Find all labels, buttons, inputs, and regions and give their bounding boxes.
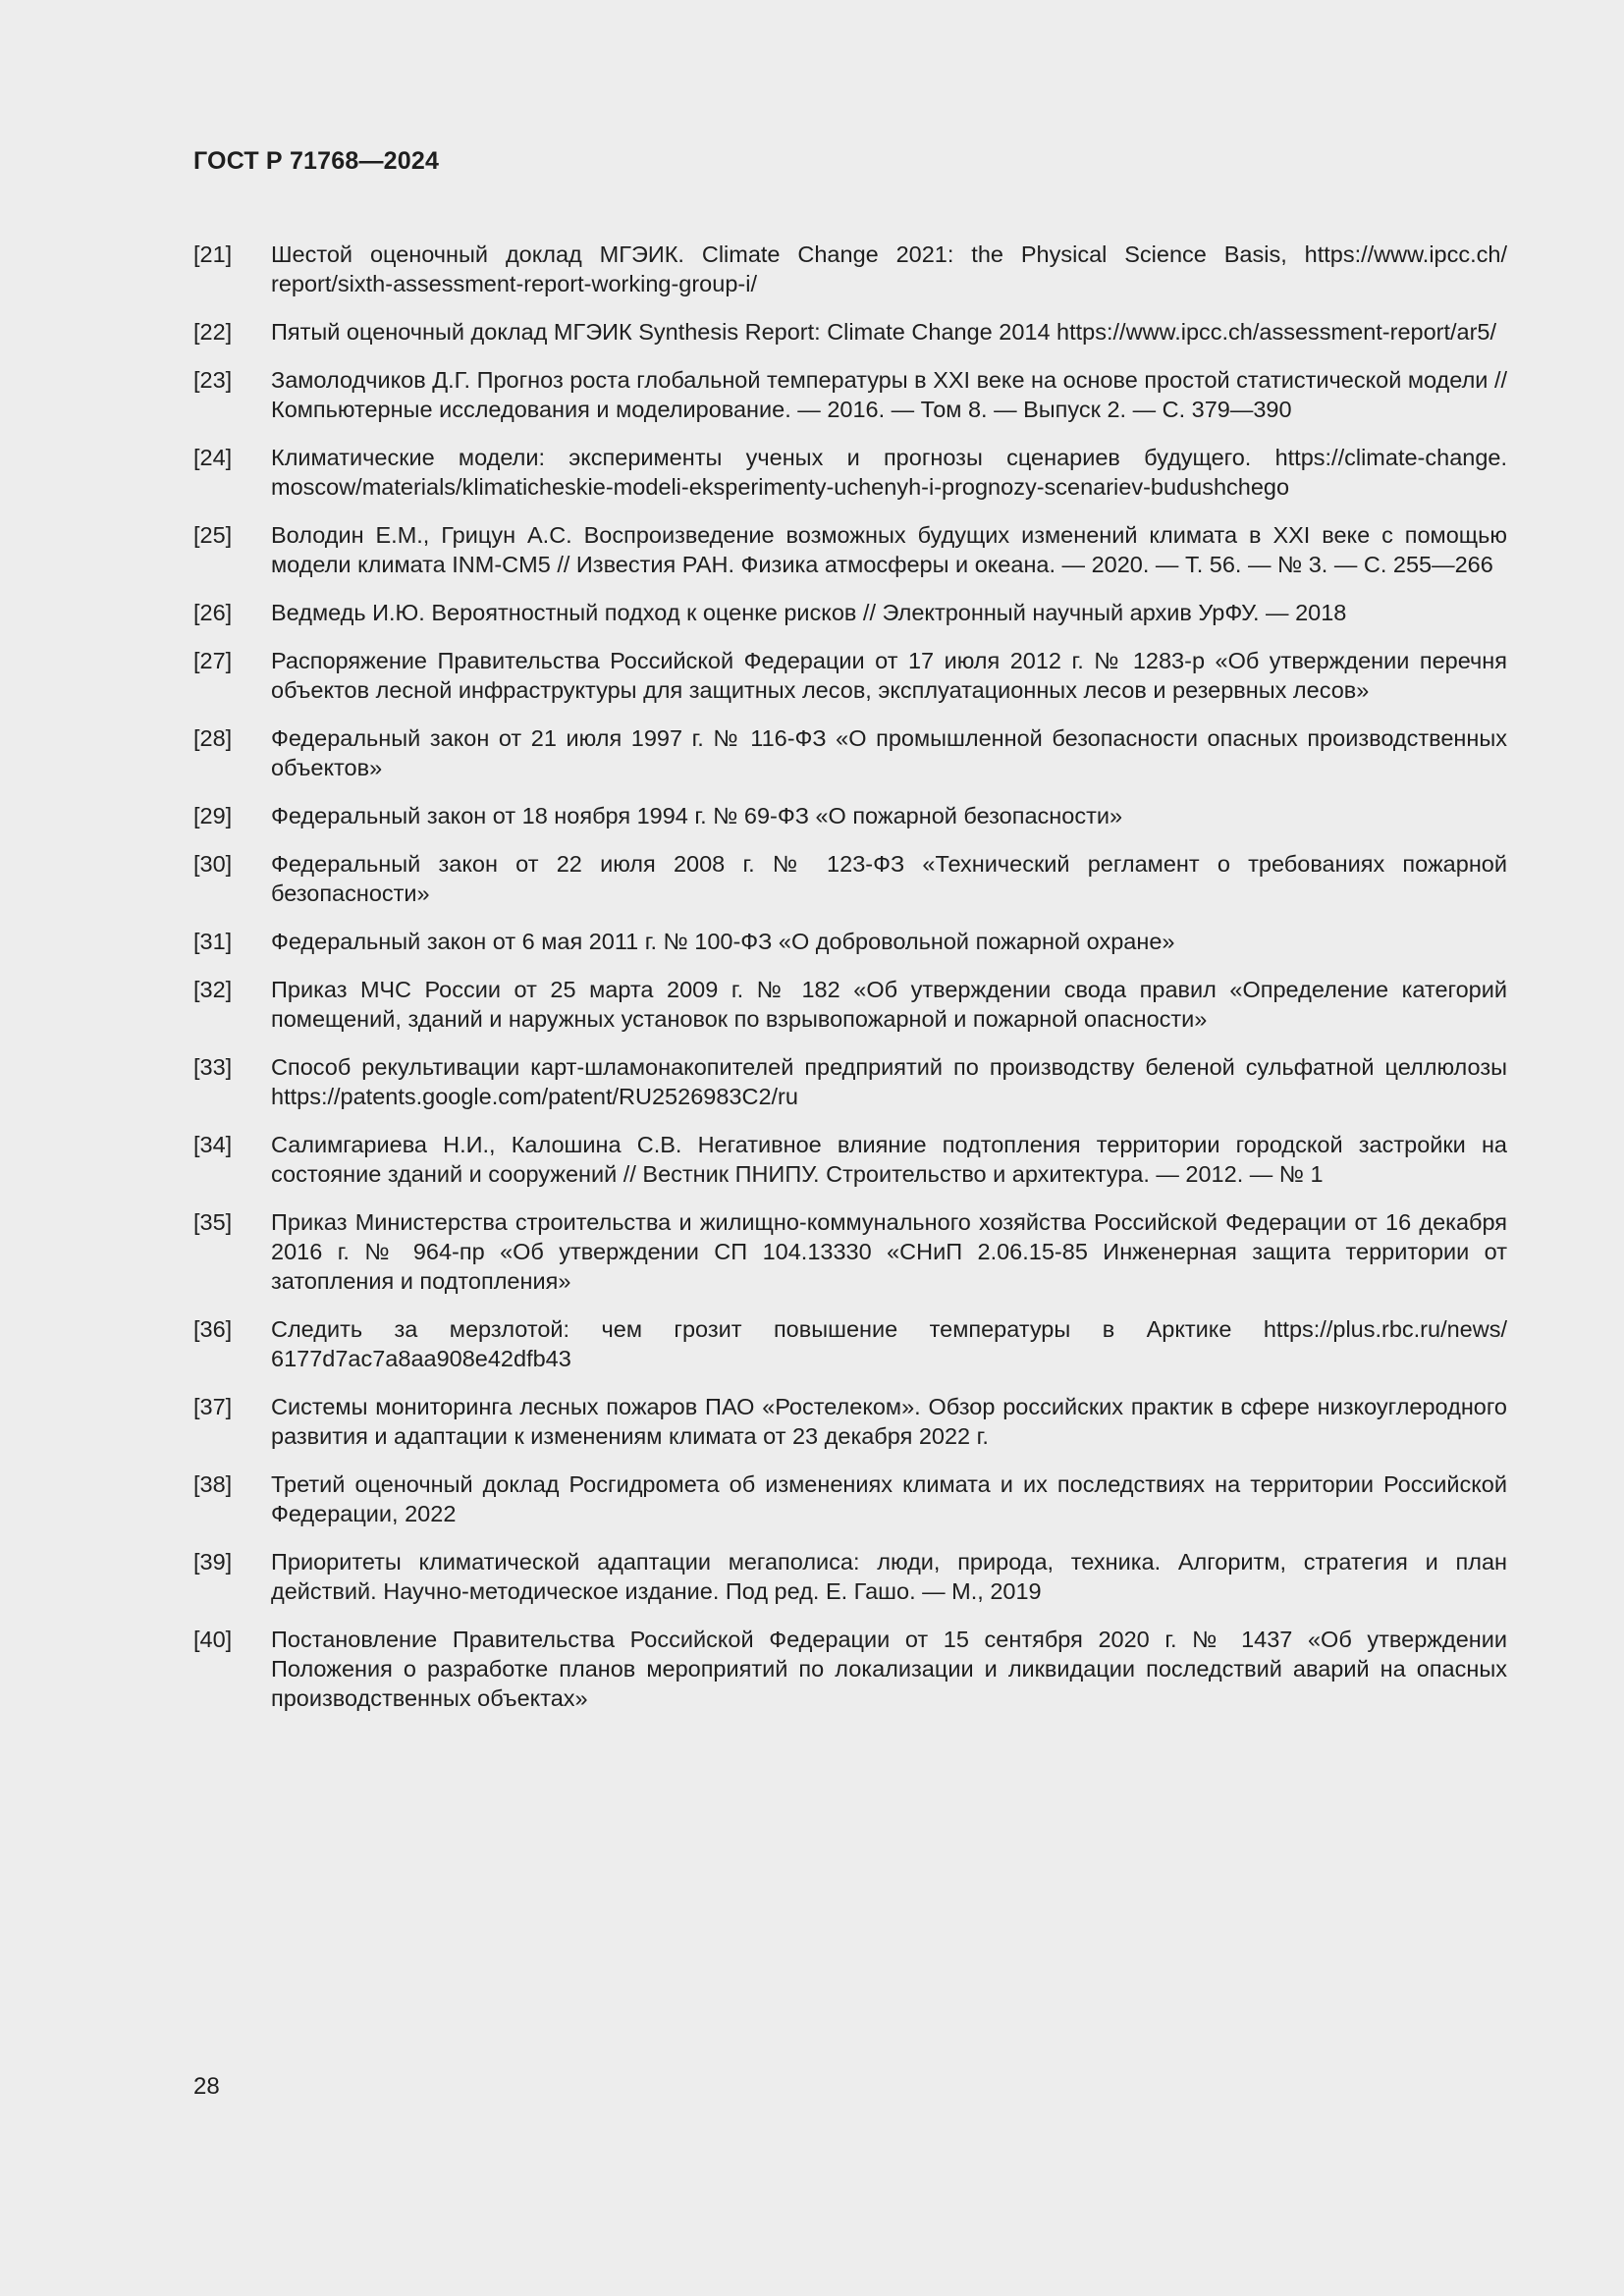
reference-text: Приказ МЧС России от 25 марта 2009 г. № 182 «Об утверждении свода правил «Определение категорий помещений, зданий и наружных установок по взрывопожарной и пожарной опасности» (271, 977, 1507, 1032)
reference-text: Ведмедь И.Ю. Вероятностный подход к оценке рисков // Электронный научный архив УрФУ. — 2018 (271, 600, 1347, 625)
reference-number: [31] (193, 929, 233, 954)
reference-item (193, 317, 1507, 347)
document-header: ГОСТ Р 71768—2024 (193, 147, 440, 175)
reference-number: [27] (193, 648, 233, 673)
reference-item (193, 1469, 1507, 1528)
reference-number: [33] (193, 1054, 233, 1080)
reference-number: [39] (193, 1549, 233, 1575)
reference-number: [38] (193, 1471, 233, 1497)
reference-item (193, 443, 1507, 502)
reference-item (193, 801, 1507, 830)
reference-number: [28] (193, 725, 233, 751)
reference-text: Климатические модели: эксперименты ученых и прогнозы сценариев будущего. https://climate-change. moscow/materials/klimaticheskie-modeli-eksperimenty-uchenyh-i-prognozy-scenariev-budushchego (271, 445, 1507, 500)
reference-item (193, 975, 1507, 1034)
reference-text: Федеральный закон от 22 июля 2008 г. № 123-ФЗ «Технический регламент о требованиях пожарной безопасности» (271, 851, 1507, 906)
reference-item (193, 520, 1507, 579)
reference-list (193, 240, 1507, 1732)
reference-number: [34] (193, 1132, 233, 1157)
reference-item (193, 646, 1507, 705)
reference-number: [40] (193, 1627, 233, 1652)
reference-item (193, 1392, 1507, 1451)
reference-item (193, 1314, 1507, 1373)
reference-number: [30] (193, 851, 233, 877)
reference-number: [23] (193, 367, 233, 393)
reference-item (193, 723, 1507, 782)
page-number: 28 (193, 2073, 220, 2100)
reference-text: Федеральный закон от 18 ноября 1994 г. № 69-ФЗ «О пожарной безопасности» (271, 803, 1123, 828)
reference-text: Володин Е.М., Грицун А.С. Воспроизведение возможных будущих изменений климата в XXI веке с помощью модели климата INM-CM5 // Известия РАН. Физика атмосферы и океана. — 2020. — Т. 56. — № 3. — С. 255—266 (271, 522, 1507, 577)
reference-number: [21] (193, 241, 233, 267)
reference-number: [24] (193, 445, 233, 470)
reference-text: Замолодчиков Д.Г. Прогноз роста глобальной температуры в XXI веке на основе простой статистической модели // Компьютерные исследования и моделирование. — 2016. — Том 8. — Выпуск 2. — С. 379—390 (271, 367, 1507, 422)
reference-text: Шестой оценочный доклад МГЭИК. Climate Change 2021: the Physical Science Basis, https://www.ipcc.ch/ report/sixth-assessment-report-working-group-i/ (271, 241, 1507, 296)
reference-number: [37] (193, 1394, 233, 1419)
reference-text: Приказ Министерства строительства и жилищно-коммунального хозяйства Российской Федерации от 16 декабря 2016 г. № 964-пр «Об утверждении СП 104.13330 «СНиП 2.06.15-85 Инженерная защита территории от затопления и подтопления» (271, 1209, 1507, 1294)
reference-item (193, 1130, 1507, 1189)
reference-text: Способ рекультивации карт-шламонакопителей предприятий по производству беленой сульфатной целлюлозы https://patents.google.com/patent/RU2526983C2/ru (271, 1054, 1507, 1109)
reference-item (193, 1207, 1507, 1296)
reference-number: [26] (193, 600, 233, 625)
reference-text: Следить за мерзлотой: чем грозит повышение температуры в Арктике https://plus.rbc.ru/news/ 6177d7ac7a8aa908e42dfb43 (271, 1316, 1507, 1371)
reference-item (193, 849, 1507, 908)
reference-number: [36] (193, 1316, 233, 1342)
reference-text: Федеральный закон от 21 июля 1997 г. № 116-ФЗ «О промышленной безопасности опасных производственных объектов» (271, 725, 1507, 780)
reference-item (193, 240, 1507, 298)
reference-text: Постановление Правительства Российской Федерации от 15 сентября 2020 г. № 1437 «Об утверждении Положения о разработке планов мероприятий по локализации и ликвидации последствий аварий на опасных производственных объектах» (271, 1627, 1507, 1711)
reference-item (193, 598, 1507, 627)
reference-number: [35] (193, 1209, 233, 1235)
reference-number: [22] (193, 319, 233, 345)
reference-text: Пятый оценочный доклад МГЭИК Synthesis Report: Climate Change 2014 https://www.ipcc.ch/assessment-report/ar5/ (271, 319, 1497, 345)
reference-item (193, 1547, 1507, 1606)
reference-number: [25] (193, 522, 233, 548)
reference-number: [32] (193, 977, 233, 1002)
reference-item (193, 1625, 1507, 1713)
reference-text: Приоритеты климатической адаптации мегаполиса: люди, природа, техника. Алгоритм, стратегия и план действий. Научно-методическое издание. Под ред. Е. Гашо. — М., 2019 (271, 1549, 1507, 1604)
reference-number: [29] (193, 803, 233, 828)
reference-text: Системы мониторинга лесных пожаров ПАО «Ростелеком». Обзор российских практик в сфере низкоуглеродного развития и адаптации к изменениям климата от 23 декабря 2022 г. (271, 1394, 1507, 1449)
reference-item (193, 927, 1507, 956)
reference-text: Салимгариева Н.И., Калошина С.В. Негативное влияние подтопления территории городской застройки на состояние зданий и сооружений // Вестник ПНИПУ. Строительство и архитектура. — 2012. — № 1 (271, 1132, 1507, 1187)
reference-text: Федеральный закон от 6 мая 2011 г. № 100-ФЗ «О добровольной пожарной охране» (271, 929, 1175, 954)
reference-item (193, 1052, 1507, 1111)
reference-text: Третий оценочный доклад Росгидромета об изменениях климата и их последствиях на территории Российской Федерации, 2022 (271, 1471, 1507, 1526)
reference-text: Распоряжение Правительства Российской Федерации от 17 июля 2012 г. № 1283-р «Об утверждении перечня объектов лесной инфраструктуры для защитных лесов, эксплуатационных лесов и резервных лесов» (271, 648, 1507, 703)
reference-item (193, 365, 1507, 424)
